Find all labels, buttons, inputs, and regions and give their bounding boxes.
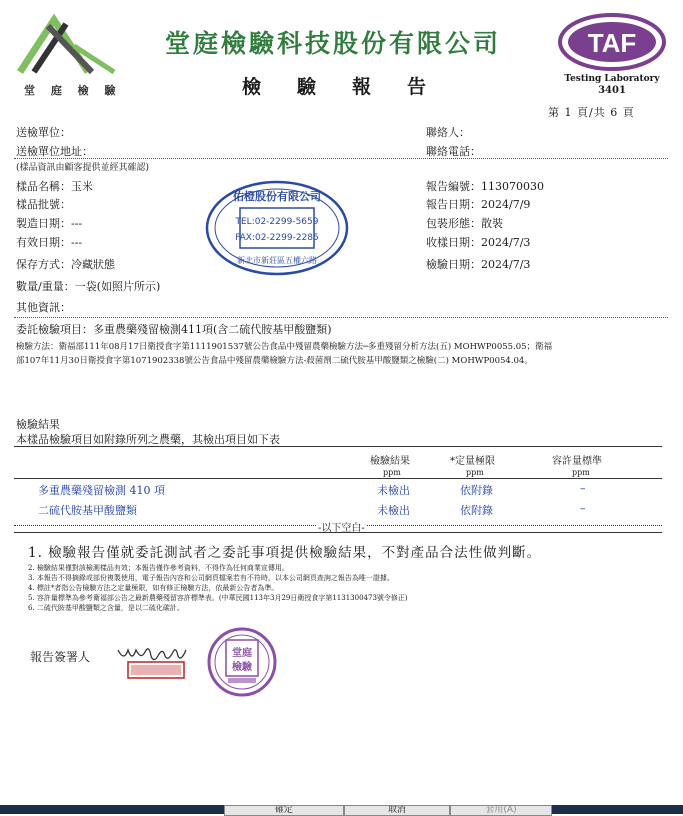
page-indicator: 第 1 頁/共 6 頁 <box>548 106 635 119</box>
svg-text:堂庭: 堂庭 <box>232 648 252 659</box>
client-address-label: 送檢單位地址： <box>16 145 93 158</box>
note-item: 6. 二硫代胺基甲酸鹽類之含量，是以二硫化碳計。 <box>28 604 184 612</box>
package-type: 包裝形態：散裝 <box>426 217 503 230</box>
stamp-bottom-text: 新北市新莊區五權六路 <box>237 256 317 265</box>
report-title: 檢驗報告 <box>242 76 463 98</box>
stamp-fax: FAX:02-2299-2285 <box>235 233 319 243</box>
row-item: 多重農藥殘留檢測 410 項 <box>38 484 165 497</box>
end-marker: -以下空白- <box>316 519 367 534</box>
taf-logo-text: TAF <box>587 28 637 58</box>
row-mrl: – <box>580 482 586 495</box>
manufacture-date: 製造日期：--- <box>16 217 83 230</box>
sample-info-note: (樣品資訊由顧客提供並經其確認) <box>16 163 150 173</box>
row-result: 未檢出 <box>377 504 410 517</box>
unit-mrl: ppm <box>572 468 590 477</box>
divider <box>14 317 668 318</box>
row-item: 二硫代胺基甲酸鹽類 <box>38 504 137 517</box>
divider <box>14 158 668 159</box>
client-unit-label: 送檢單位： <box>16 126 71 139</box>
header-loq: *定量極限 <box>450 456 495 467</box>
note-item: 4. 標註*者指公告檢驗方法之定量極限，如有修正檢驗方法，依最新公告者為準。 <box>28 584 279 592</box>
logo-label: 堂 庭 檢 驗 <box>24 84 122 97</box>
company-logo <box>14 10 124 100</box>
other-info: 其他資訊： <box>16 301 71 314</box>
sample-batch: 樣品批號： <box>16 198 71 211</box>
svg-text:檢驗: 檢驗 <box>232 662 252 673</box>
receive-date: 收樣日期：2024/7/3 <box>426 236 531 249</box>
row-mrl: – <box>580 502 586 515</box>
quantity: 數量/重量：一袋(如照片所示) <box>16 280 161 293</box>
handwritten-signature <box>114 634 204 688</box>
table-bottom-rule <box>14 532 662 533</box>
expiry-date: 有效日期：--- <box>16 236 83 249</box>
note-item: 5. 容許量標準為參考衛福部公告之最新農藥殘留容許標準表。(中華民國113年3月29日衛授食字第1131300473號令修正) <box>28 594 408 602</box>
test-date: 檢驗日期：2024/7/3 <box>426 258 531 271</box>
test-method <box>16 340 668 368</box>
note-item: 3. 本報告不得摘錄或部份複製使用，電子報告內容和公司網頁檔案若有不符時，以本公司網頁查詢之報告為唯一證據。 <box>28 574 394 582</box>
lab-seal <box>206 626 278 702</box>
method-line: 檢驗方法：衛福部111年08月17日衛授食字第1111901537號公告食品中殘留農藥檢驗方法─多重殘留分析方法(五) MOHWP0055.05；衛福 <box>16 342 553 352</box>
apply-button[interactable]: 套用(A) <box>450 805 552 816</box>
storage-method: 保存方式：冷藏狀態 <box>16 258 115 271</box>
table-top-rule <box>14 446 662 447</box>
row-loq: 依附錄 <box>460 504 493 517</box>
results-title: 檢驗結果 <box>16 418 60 431</box>
row-loq: 依附錄 <box>460 484 493 497</box>
results-subtitle: 本樣品檢驗項目如附錄所列之農藥，其檢出項目如下表 <box>16 433 280 446</box>
stamp-top-text: 佑橙股份有限公司 <box>233 190 321 203</box>
ok-button[interactable]: 確定 <box>224 805 344 816</box>
stamp-tel: TEL:02-2299-5659 <box>235 217 319 227</box>
table-header-rule <box>14 478 662 479</box>
test-items: 委託檢驗項目：多重農藥殘留檢測411項(含二硫代胺基甲酸鹽類) <box>16 323 332 336</box>
taf-logo <box>556 12 668 102</box>
phone-label: 聯絡電話： <box>426 145 481 158</box>
notes <box>28 541 541 613</box>
report-number: 報告編號：113070030 <box>426 180 544 193</box>
company-name: 堂庭檢驗科技股份有限公司 <box>165 29 502 58</box>
row-result: 未檢出 <box>377 484 410 497</box>
sample-name: 樣品名稱：玉米 <box>16 180 93 193</box>
method-line: 部107年11月30日衛授食字第1071902338號公告食品中殘留農藥檢驗方法-殺菌劑二硫代胺基甲酸鹽類之檢驗(二) MOHWP0054.04。 <box>16 356 533 366</box>
note-main: 1. 檢驗報告僅就委託測試者之委託事項提供檢驗結果，不對產品合法性做判斷。 <box>28 545 542 561</box>
taf-number: 3401 <box>598 85 626 96</box>
report-date: 報告日期：2024/7/9 <box>426 198 531 211</box>
unit-loq: ppm <box>466 468 484 477</box>
header-result: 檢驗結果 <box>370 456 410 467</box>
cancel-button[interactable]: 取消 <box>344 805 450 816</box>
signatory-label: 報告簽署人 <box>30 650 91 664</box>
company-stamp <box>204 178 350 278</box>
unit-result: ppm <box>383 468 401 477</box>
contact-label: 聯絡人： <box>426 126 470 139</box>
header-mrl: 容許量標準 <box>552 456 602 467</box>
taf-label: Testing Laboratory <box>564 74 660 84</box>
note-item: 2. 檢驗結果僅對該檢測樣品有效；本報告僅作參考資料，不得作為任何商業宣傳用。 <box>28 564 289 572</box>
